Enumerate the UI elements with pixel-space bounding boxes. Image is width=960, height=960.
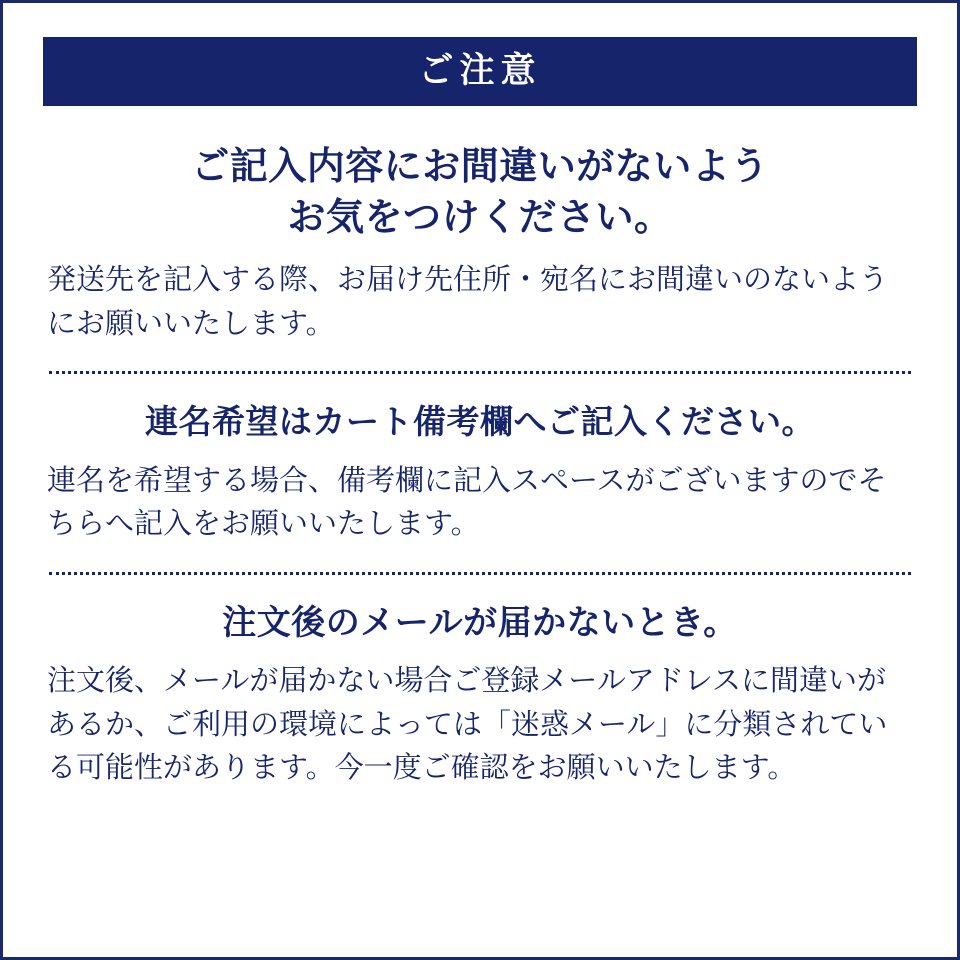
section-heading: 注文後のメールが届かないとき。 [222, 603, 738, 642]
notice-content [3, 3, 957, 957]
section-heading-line-2: お気をつけください。 [287, 196, 673, 239]
divider-2 [49, 569, 911, 575]
section-email-not-received [43, 601, 917, 791]
section-body: 連名を希望する場合、備考欄に記入スペースがございますのでそちらへ記入をお願いいたします。 [47, 464, 887, 541]
divider-1 [49, 368, 911, 374]
section-address-confirmation [43, 142, 917, 346]
section-body: 発送先を記入する際、お届け先住所・宛名にお間違いのないようにお願いいたします。 [47, 264, 889, 340]
section-heading: 連名希望はカート備考欄へご記入ください。 [145, 403, 815, 441]
section-body: 注文後、メールが届かない場合ご登録メールアドレスに間違いがあるか、ご利用の環境によっては「迷惑メール」に分類されている可能性があります。今一度ご確認をお願いいたします。 [47, 665, 888, 785]
page-title: ご注意 [43, 37, 917, 106]
section-heading [47, 142, 913, 243]
section-joint-name [43, 400, 917, 547]
section-heading-line-1: ご記入内容にお間違いがないよう [191, 146, 769, 188]
